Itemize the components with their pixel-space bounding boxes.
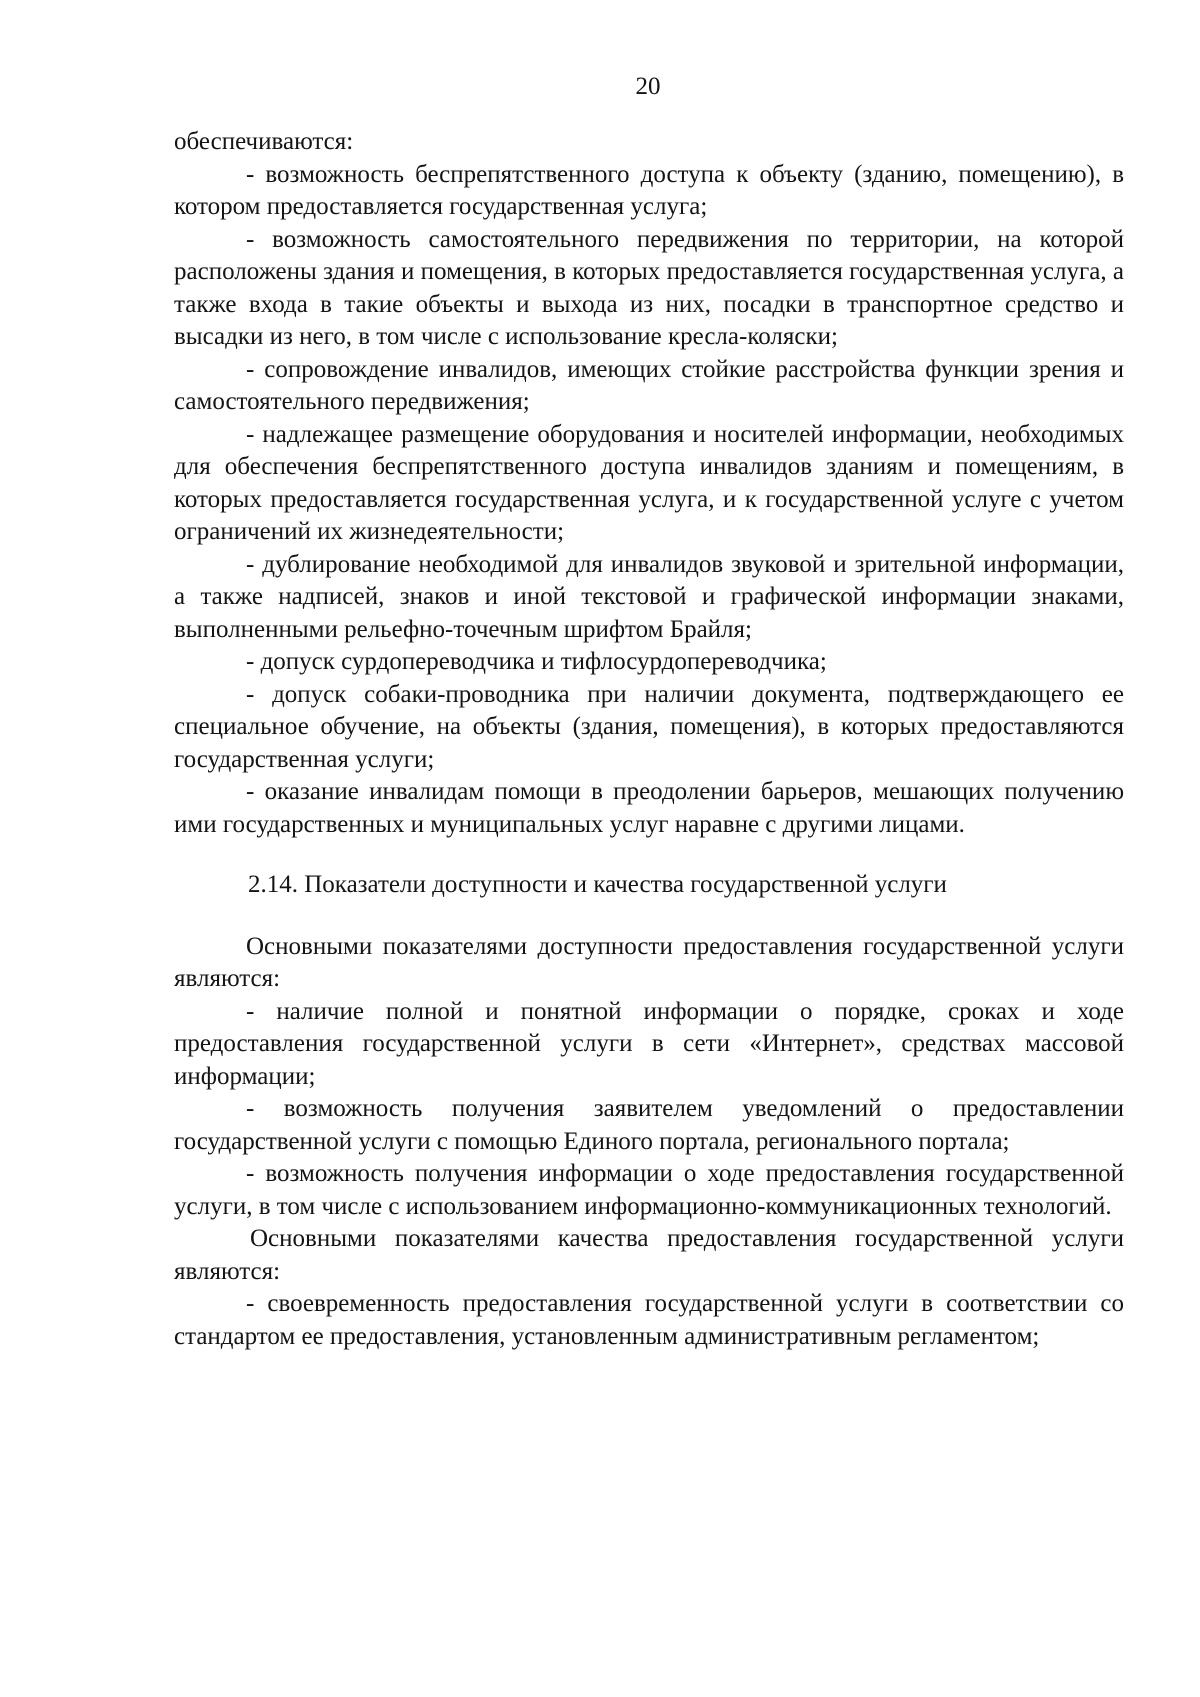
list-item-progress-information: - возможность получения информации о ходе предоставления государственной услуги, в том числе с использованием информационно-коммуникационных технологий. bbox=[174, 1160, 1124, 1220]
list-item-independent-movement: - возможность самостоятельного передвижения по территории, на которой расположены здания и помещения, в которых предоставляется государственная услуга, а также входа в такие объекты и выхода из них, посадки в транспортное средство и высадки из него, в том числе с использование кресла-коляски; bbox=[174, 225, 1124, 350]
paragraph-accessibility-indicators: Основными показателями доступности предоставления государственной услуги являются: bbox=[174, 932, 1124, 992]
page-number: 20 bbox=[635, 73, 661, 100]
section-heading: 2.14. Показатели доступности и качества государственной услуги bbox=[248, 871, 947, 898]
list-item-duplication: - дублирование необходимой для инвалидов звуковой и зрительной информации, а также надписей, знаков и иной текстовой и графической информации знаками, выполненными рельефно-точечным шрифтом Брайля; bbox=[174, 550, 1124, 643]
list-item-sign-interpreter: - допуск сурдопереводчика и тифлосурдопереводчика; bbox=[246, 648, 827, 675]
list-item-access-object: - возможность беспрепятственного доступа к объекту (зданию, помещению), в котором предоставляется государственная услуга; bbox=[174, 160, 1124, 220]
paragraph-intro: обеспечиваются: bbox=[174, 128, 354, 155]
paragraph-quality-indicators: Основными показателями качества предоставления государственной услуги являются: bbox=[174, 1225, 1124, 1285]
list-item-timeliness: - своевременность предоставления государственной услуги в соответствии со стандартом ее предоставления, установленным административным регламентом; bbox=[174, 1290, 1124, 1350]
list-item-escort: - сопровождение инвалидов, имеющих стойкие расстройства функции зрения и самостоятельного передвижения; bbox=[174, 355, 1124, 415]
document-body bbox=[174, 126, 1124, 1353]
list-item-equipment-placement: - надлежащее размещение оборудования и носителей информации, необходимых для обеспечения беспрепятственного доступа инвалидов зданиям и помещениям, в которых предоставляется государственная услуга, и к государственной услуге с учетом ограничений их жизнедеятельности; bbox=[174, 420, 1124, 545]
list-item-guide-dog: - допуск собаки-проводника при наличии документа, подтверждающего ее специальное обучение, на объекты (здания, помещения), в которых предоставляются государственная услуги; bbox=[174, 680, 1124, 773]
list-item-full-information: - наличие полной и понятной информации о порядке, сроках и ходе предоставления государственной услуги в сети «Интернет», средствах массовой информации; bbox=[174, 997, 1124, 1090]
list-item-assistance: - оказание инвалидам помощи в преодолении барьеров, мешающих получению ими государственных и муниципальных услуг наравне с другими лицами. bbox=[174, 778, 1124, 838]
list-item-notifications: - возможность получения заявителем уведомлений о предоставлении государственной услуги с помощью Единого портала, регионального портала; bbox=[174, 1095, 1124, 1155]
